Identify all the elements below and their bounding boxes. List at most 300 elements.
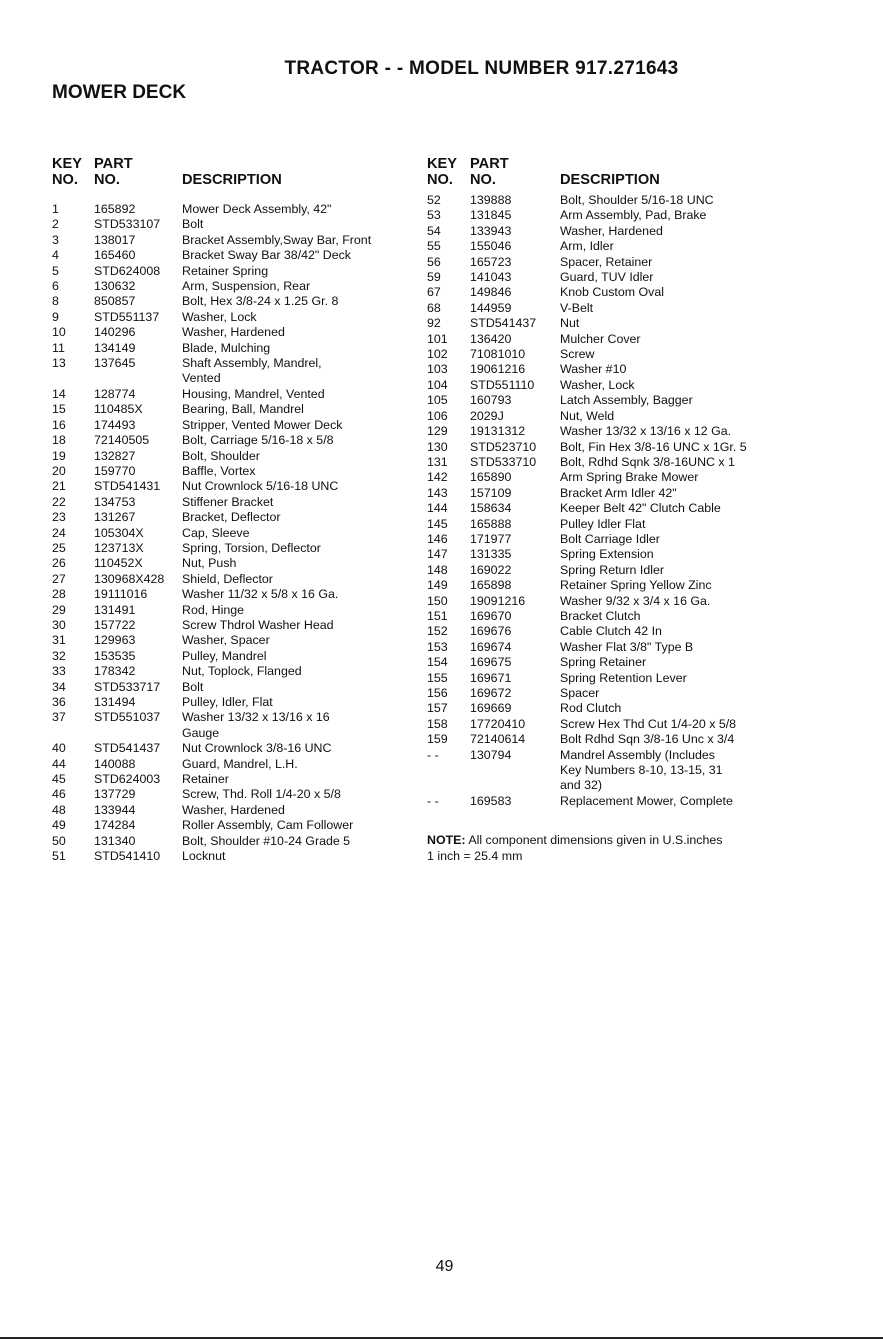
part-number: 129963 — [94, 633, 136, 648]
part-description — [182, 387, 402, 402]
description-line: Arm Spring Brake Mower — [560, 470, 699, 485]
key-number: 5 — [52, 263, 59, 278]
part-description — [182, 572, 402, 587]
key-number: 101 — [427, 331, 448, 346]
description-line: Vented — [182, 371, 221, 386]
part-description — [182, 264, 402, 279]
part-number: STD533107 — [94, 217, 161, 232]
part-description — [560, 640, 857, 655]
key-number: 37 — [52, 710, 66, 725]
key-number: 54 — [427, 223, 441, 238]
parts-row — [52, 341, 402, 356]
key-number: 148 — [427, 562, 448, 577]
description-line: Washer, Lock — [560, 377, 635, 392]
description-line: Key Numbers 8-10, 13-15, 31 — [560, 763, 723, 778]
description-line: Nut — [560, 316, 580, 331]
parts-row — [427, 671, 857, 686]
parts-row — [427, 794, 857, 809]
header-part-bottom: NO. — [94, 172, 120, 188]
part-description — [560, 424, 857, 439]
part-number: STD533717 — [94, 679, 161, 694]
key-number: 53 — [427, 208, 441, 223]
part-description — [560, 409, 857, 424]
header-part-top: PART — [470, 156, 509, 172]
parts-row — [52, 741, 402, 756]
parts-row — [52, 556, 402, 571]
description-line: Cable Clutch 42 In — [560, 624, 662, 639]
parts-row — [52, 587, 402, 602]
parts-row — [427, 748, 857, 794]
parts-row — [52, 757, 402, 772]
parts-row — [52, 710, 402, 741]
description-line: Guard, Mandrel, L.H. — [182, 756, 298, 771]
part-number: 131267 — [94, 510, 136, 525]
parts-row — [427, 624, 857, 639]
key-number: 25 — [52, 540, 66, 555]
description-line: Nut, Toplock, Flanged — [182, 664, 302, 679]
key-number: - - — [427, 793, 439, 808]
header-description: DESCRIPTION — [560, 172, 660, 188]
part-number: 137645 — [94, 356, 136, 371]
key-number: 34 — [52, 679, 66, 694]
part-description — [182, 818, 402, 833]
part-number: 169674 — [470, 639, 512, 654]
part-number: STD523710 — [470, 439, 537, 454]
description-line: Latch Assembly, Bagger — [560, 393, 693, 408]
parts-row — [427, 609, 857, 624]
key-number: 3 — [52, 232, 59, 247]
part-number: 128774 — [94, 386, 136, 401]
parts-row — [52, 356, 402, 387]
part-number: 131335 — [470, 547, 512, 562]
part-number: 130968X428 — [94, 571, 165, 586]
key-number: 11 — [52, 340, 65, 355]
description-line: Rod, Hinge — [182, 602, 244, 617]
parts-row — [427, 470, 857, 485]
part-description — [182, 633, 402, 648]
header-key-bottom: NO. — [427, 172, 453, 188]
part-number: 123713X — [94, 540, 144, 555]
description-line: Bolt, Rdhd Sqnk 3/8-16UNC x 1 — [560, 454, 735, 469]
description-line: Shield, Deflector — [182, 571, 273, 586]
part-description — [182, 294, 402, 309]
key-number: 28 — [52, 587, 66, 602]
part-number: 138017 — [94, 232, 136, 247]
description-line: Bearing, Ball, Mandrel — [182, 402, 304, 417]
parts-row — [427, 316, 857, 331]
description-line: Spacer — [560, 686, 600, 700]
part-description — [560, 563, 857, 578]
parts-row — [427, 717, 857, 732]
key-number: 159 — [427, 732, 448, 747]
parts-row — [427, 424, 857, 439]
key-number: 18 — [52, 433, 66, 448]
part-number: 171977 — [470, 531, 512, 546]
part-number: 131340 — [94, 833, 136, 848]
key-number: 102 — [427, 347, 448, 362]
part-description — [560, 594, 857, 609]
description-line: Housing, Mandrel, Vented — [182, 386, 325, 401]
parts-row — [427, 347, 857, 362]
part-description — [560, 347, 857, 362]
part-description — [560, 285, 857, 300]
part-number: 17720410 — [470, 716, 526, 731]
key-number: 20 — [52, 463, 66, 478]
parts-list-right — [427, 156, 857, 864]
part-number: 132827 — [94, 448, 136, 463]
parts-row — [52, 433, 402, 448]
part-description — [560, 270, 857, 285]
key-number: 154 — [427, 655, 448, 670]
part-description — [182, 310, 402, 325]
part-description — [182, 695, 402, 710]
part-number: 169669 — [470, 701, 512, 716]
parts-row — [52, 633, 402, 648]
part-description — [182, 757, 402, 772]
part-number: 134753 — [94, 494, 136, 509]
parts-row — [52, 541, 402, 556]
parts-row — [427, 378, 857, 393]
part-number: 131491 — [94, 602, 136, 617]
part-number: 165892 — [94, 202, 136, 216]
part-description — [560, 193, 857, 208]
part-description — [182, 433, 402, 448]
description-line: Nut, Weld — [560, 408, 615, 423]
description-line: Spring Retainer — [560, 655, 647, 670]
key-number: 56 — [427, 254, 441, 269]
parts-row — [52, 449, 402, 464]
description-line: Bracket Arm Idler 42" — [560, 485, 677, 500]
key-number: 142 — [427, 470, 448, 485]
part-description — [182, 356, 402, 387]
part-number: 158634 — [470, 501, 512, 516]
note-label: NOTE: — [427, 833, 466, 848]
parts-row — [427, 594, 857, 609]
description-line: Bracket Assembly,Sway Bar, Front — [182, 232, 372, 247]
parts-row — [52, 294, 402, 309]
part-number: STD551037 — [94, 710, 161, 725]
part-number: 131845 — [470, 208, 512, 223]
description-line: and 32) — [560, 778, 603, 793]
part-description — [560, 455, 857, 470]
part-description — [560, 701, 857, 716]
key-number: 33 — [52, 664, 66, 679]
header-key-top: KEY — [52, 156, 83, 172]
note-conversion: 1 inch = 25.4 mm — [427, 848, 523, 863]
key-number: 105 — [427, 393, 448, 408]
parts-row — [427, 362, 857, 377]
part-number: 19111016 — [94, 587, 148, 602]
part-description — [182, 710, 402, 741]
part-number: 2029J — [470, 408, 504, 423]
key-number: 129 — [427, 424, 448, 439]
description-line: Stripper, Vented Mower Deck — [182, 417, 343, 432]
description-line: Spring, Torsion, Deflector — [182, 540, 321, 555]
part-description — [182, 526, 402, 541]
key-number: 24 — [52, 525, 66, 540]
parts-row — [427, 732, 857, 747]
parts-row — [427, 255, 857, 270]
part-description — [182, 418, 402, 433]
key-number: 55 — [427, 239, 441, 254]
key-number: 153 — [427, 639, 448, 654]
part-description — [182, 479, 402, 494]
part-number: STD541410 — [94, 849, 161, 864]
parts-row — [427, 578, 857, 593]
key-number: 13 — [52, 356, 66, 371]
description-line: Replacement Mower, Complete — [560, 793, 733, 808]
description-line: Washer, Hardened — [182, 325, 285, 340]
part-number: 165460 — [94, 248, 136, 263]
parts-rows-right — [427, 193, 857, 809]
key-number: 152 — [427, 624, 448, 639]
part-description — [182, 849, 402, 864]
key-number: 45 — [52, 772, 66, 787]
part-description — [182, 587, 402, 602]
header-key-top: KEY — [427, 156, 458, 172]
key-number: 103 — [427, 362, 448, 377]
part-number: STD624003 — [94, 772, 161, 787]
parts-row — [52, 649, 402, 664]
parts-row — [427, 270, 857, 285]
part-number: 110452X — [94, 556, 143, 571]
description-line: Bracket, Deflector — [182, 510, 281, 525]
part-number: 141043 — [470, 270, 512, 285]
key-number: 106 — [427, 408, 448, 423]
dimension-note — [427, 833, 857, 864]
part-number: STD541437 — [470, 316, 537, 331]
description-line: Washer, Spacer — [182, 633, 270, 648]
key-number: 157 — [427, 701, 448, 716]
part-number: 178342 — [94, 664, 136, 679]
header-description: DESCRIPTION — [182, 172, 282, 188]
part-description — [182, 449, 402, 464]
part-number: 19061216 — [470, 362, 526, 377]
part-description — [182, 248, 402, 263]
part-number: STD541431 — [94, 479, 161, 494]
key-number: 50 — [52, 833, 66, 848]
key-number: - - — [427, 747, 439, 762]
part-number: 169671 — [470, 670, 512, 685]
part-description — [560, 501, 857, 516]
description-line: Locknut — [182, 849, 226, 864]
part-number: 130632 — [94, 279, 136, 294]
parts-row — [52, 803, 402, 818]
description-line: Screw, Thd. Roll 1/4-20 x 5/8 — [182, 787, 341, 802]
key-number: 8 — [52, 294, 59, 309]
part-description — [560, 362, 857, 377]
description-line: V-Belt — [560, 300, 594, 315]
parts-row — [427, 455, 857, 470]
parts-row — [427, 208, 857, 223]
key-number: 144 — [427, 501, 448, 516]
parts-row — [52, 680, 402, 695]
key-number: 147 — [427, 547, 448, 562]
part-number: 133944 — [94, 802, 136, 817]
description-line: Pulley, Mandrel — [182, 648, 267, 663]
parts-row — [427, 486, 857, 501]
key-number: 131 — [427, 454, 448, 469]
part-number: 155046 — [470, 239, 512, 254]
part-description — [560, 440, 857, 455]
description-line: Spring Extension — [560, 547, 654, 562]
description-line: Knob Custom Oval — [560, 285, 664, 300]
key-number: 22 — [52, 494, 66, 509]
key-number: 36 — [52, 695, 66, 709]
part-number: 140296 — [94, 325, 136, 340]
part-number: STD551137 — [94, 309, 160, 324]
page-title: TRACTOR - - MODEL NUMBER 917.271643 — [284, 58, 679, 79]
description-line: Arm, Idler — [560, 239, 614, 254]
description-line: Nut Crownlock 5/16-18 UNC — [182, 479, 339, 494]
part-description — [560, 378, 857, 393]
part-number: 159770 — [94, 463, 136, 478]
key-number: 27 — [52, 571, 66, 586]
part-description — [560, 578, 857, 593]
description-line: Washer 13/32 x 13/16 x 12 Ga. — [560, 424, 732, 439]
key-number: 151 — [427, 608, 448, 623]
key-number: 67 — [427, 285, 441, 300]
description-line: Washer #10 — [560, 362, 627, 377]
part-number: 169022 — [470, 562, 512, 577]
description-line: Bolt, Hex 3/8-24 x 1.25 Gr. 8 — [182, 294, 339, 309]
key-number: 14 — [52, 386, 66, 401]
key-number: 9 — [52, 309, 59, 324]
description-line: Spring Retention Lever — [560, 670, 687, 685]
parts-row — [427, 655, 857, 670]
description-line: Bolt, Fin Hex 3/8-16 UNC x 1Gr. 5 — [560, 439, 747, 454]
parts-row — [52, 310, 402, 325]
parts-row — [427, 332, 857, 347]
parts-row — [427, 701, 857, 716]
description-line: Nut, Push — [182, 556, 237, 571]
description-line: Pulley, Idler, Flat — [182, 695, 273, 709]
part-number: 157109 — [470, 485, 512, 500]
key-number: 16 — [52, 417, 66, 432]
key-number: 46 — [52, 787, 66, 802]
key-number: 150 — [427, 593, 448, 608]
part-description — [182, 341, 402, 356]
description-line: Screw Hex Thd Cut 1/4-20 x 5/8 — [560, 716, 737, 731]
parts-row — [52, 418, 402, 433]
description-line: Bolt — [182, 217, 204, 232]
part-description — [182, 741, 402, 756]
description-line: Mandrel Assembly (Includes — [560, 747, 715, 762]
part-description — [560, 794, 857, 809]
parts-row — [427, 532, 857, 547]
parts-row — [52, 849, 402, 864]
part-number: STD551110 — [470, 377, 535, 392]
part-number: 169672 — [470, 686, 512, 700]
part-description — [182, 233, 402, 248]
parts-row — [52, 479, 402, 494]
column-headers-left — [52, 156, 402, 188]
key-number: 143 — [427, 485, 448, 500]
parts-row — [52, 402, 402, 417]
key-number: 48 — [52, 802, 66, 817]
description-line: Guard, TUV Idler — [560, 270, 654, 285]
part-number: 165723 — [470, 254, 512, 269]
part-number: STD541437 — [94, 741, 161, 756]
parts-row — [52, 695, 402, 710]
key-number: 130 — [427, 439, 448, 454]
description-line: Screw Thdrol Washer Head — [182, 617, 334, 632]
parts-row — [52, 264, 402, 279]
part-number: 105304X — [94, 525, 144, 540]
part-description — [182, 402, 402, 417]
key-number: 4 — [52, 248, 59, 263]
part-description — [560, 255, 857, 270]
part-number: 165888 — [470, 516, 512, 531]
part-description — [182, 787, 402, 802]
key-number: 21 — [52, 479, 66, 494]
key-number: 2 — [52, 217, 59, 232]
part-description — [560, 393, 857, 408]
description-line: Washer 13/32 x 13/16 x 16 — [182, 710, 330, 725]
description-line: Roller Assembly, Cam Follower — [182, 818, 354, 833]
key-number: 44 — [52, 756, 66, 771]
section-title: MOWER DECK — [52, 82, 187, 103]
parts-row — [52, 464, 402, 479]
header-part-top: PART — [94, 156, 133, 172]
part-number: 157722 — [94, 617, 136, 632]
parts-row — [427, 686, 857, 701]
description-line: Screw — [560, 347, 595, 362]
part-number: 131494 — [94, 695, 136, 709]
parts-row — [52, 818, 402, 833]
parts-row — [52, 510, 402, 525]
parts-row — [52, 248, 402, 263]
header-part-bottom: NO. — [470, 172, 496, 188]
key-number: 19 — [52, 448, 66, 463]
part-number: 165890 — [470, 470, 512, 485]
description-line: Retainer Spring — [182, 263, 269, 278]
description-line: Spring Return Idler — [560, 562, 664, 577]
key-number: 146 — [427, 531, 448, 546]
description-line: Washer 11/32 x 5/8 x 16 Ga. — [182, 587, 339, 602]
part-number: 137729 — [94, 787, 136, 802]
header-key-bottom: NO. — [52, 172, 78, 188]
description-line: Bracket Clutch — [560, 608, 641, 623]
part-number: 133943 — [470, 223, 512, 238]
parts-row — [427, 301, 857, 316]
part-description — [182, 803, 402, 818]
part-number: 850857 — [94, 294, 136, 309]
parts-row — [427, 640, 857, 655]
description-line: Bolt, Shoulder 5/16-18 UNC — [560, 193, 714, 207]
parts-row — [427, 285, 857, 300]
part-description — [560, 208, 857, 223]
parts-row — [427, 393, 857, 408]
part-number: 140088 — [94, 756, 136, 771]
key-number: 104 — [427, 377, 448, 392]
key-number: 15 — [52, 402, 66, 417]
part-description — [182, 680, 402, 695]
description-line: Washer, Lock — [182, 309, 257, 324]
part-description — [560, 547, 857, 562]
key-number: 31 — [52, 633, 66, 648]
part-description — [182, 464, 402, 479]
parts-row — [52, 772, 402, 787]
part-description — [560, 609, 857, 624]
part-description — [182, 279, 402, 294]
description-line: Mulcher Cover — [560, 331, 641, 346]
description-line: Baffle, Vortex — [182, 463, 256, 478]
description-line: Washer, Hardened — [560, 223, 663, 238]
part-description — [560, 624, 857, 639]
parts-row — [52, 495, 402, 510]
description-line: Bolt Carriage Idler — [560, 531, 660, 546]
